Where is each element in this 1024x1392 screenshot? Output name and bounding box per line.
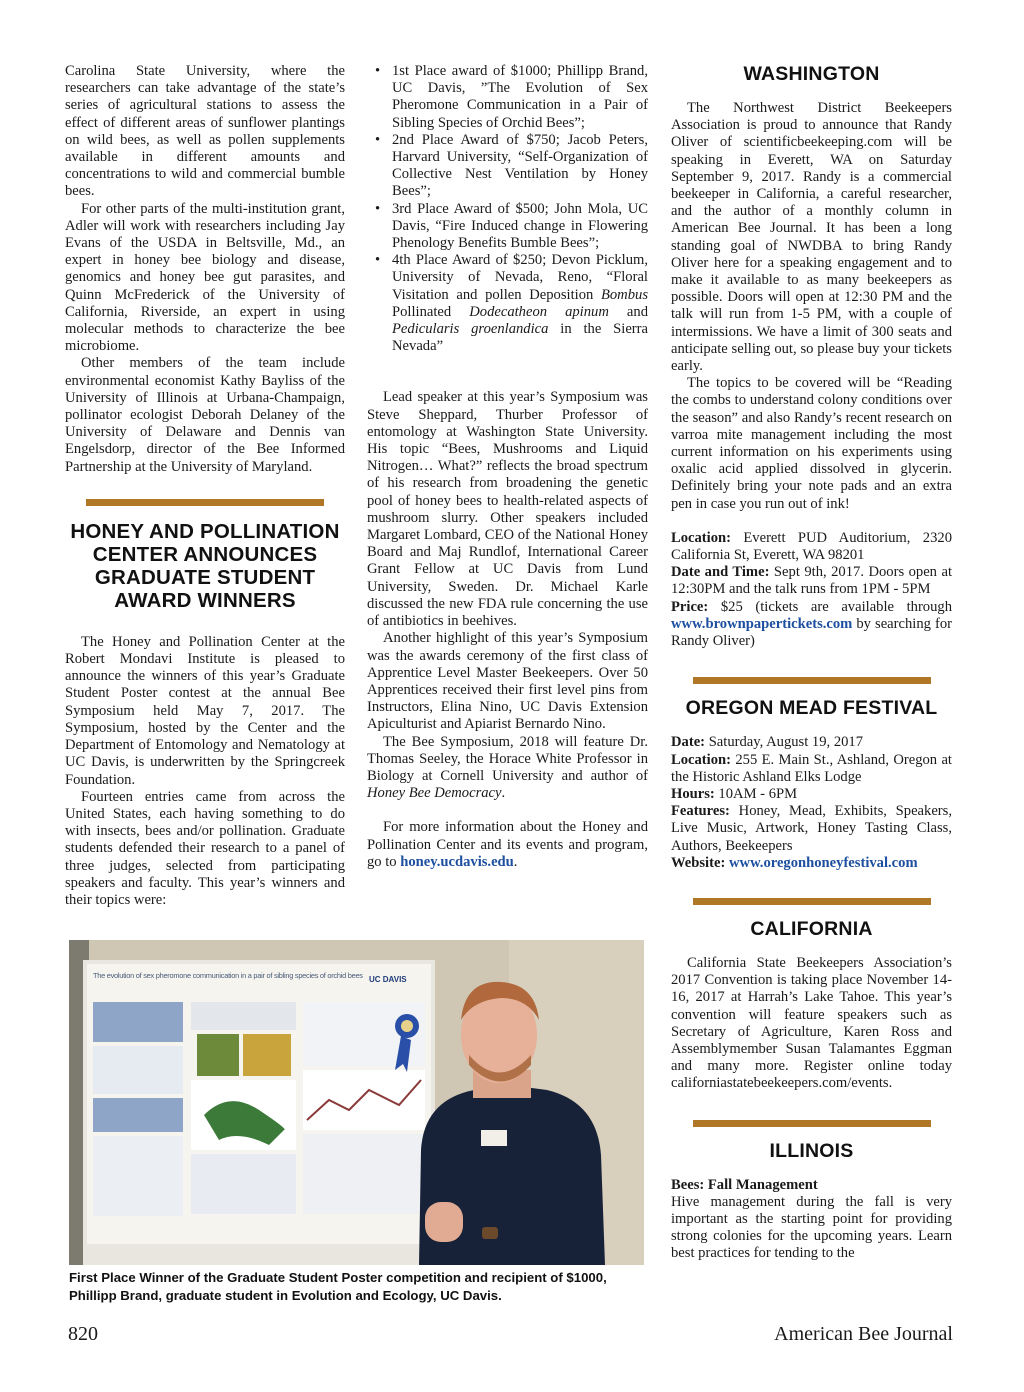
article-paragraph: The Honey and Pollination Center at the Robert Mondavi Institute is pleased to announce the winners of this year’s Graduate Student Poster contest at the annual Bee Symposium held May 7, 2017. The Symposium, hosted by the Center and the Department of Entomology and Nematology at UC Davis, is underwritten by the Springcreek Foundation. [65,633,345,788]
column-right [671,63,952,1263]
photo-caption: First Place Winner of the Graduate Student Poster competition and recipient of $1000, Phillipp Brand, graduate student in Evolution and Ecology, UC Davis. [69,1270,607,1303]
article-paragraph: The topics to be covered will be “Reading the combs to understand colony conditions over the season” and also Randy’s recent research on varroa mite management including the most current information on his experiments using oxalic acid applied dissolved in glycerin. Definitely bring your note pads and an extra pen in case you run out of ink! [671,375,952,512]
article-paragraph: For other parts of the multi-institution grant, Adler will work with researchers including Jay Evans of the USDA in Beltsville, Md., an expert in honey bee biology and disease, genomics and honey bee gut parasites, and Quinn McFrederick of the University of California, Riverside, an expert in using molecular methods to characterize the bee microbiome. [65,200,345,355]
award-item: • 4th Place Award of $250; Devon Picklum, University of Nevada, Reno, “Floral Visitation and pollen Deposition Bombus Pollinated Dodecatheon apinum and Pedicularis groenlandica in the Sierra Nevada” [375,252,648,355]
event-hours: Hours: 10AM - 6PM [671,785,798,802]
article-paragraph: Lead speaker at this year’s Symposium was Steve Sheppard, Thurber Professor of entomology at Washington State University. His topic “Bees, Mushrooms and Liquid Nitrogen… What?” reflects the broad spectrum of his research from broadening the genetic pool of honey bees to health-related aspects of mushroom slurry. Other speakers included Margaret Lombard, CEO of the National Honey Board and Maj Rundlof, International Career Grant Fellow at UC Davis from Lund University, Sweden. Dr. Michael Karle discussed the new FDA rule concerning the use of antibiotics in beehives. [367,389,648,630]
section-divider [693,898,931,905]
award-item: • 3rd Place Award of $500; John Mola, UC Davis, “Fire Induced change in Flowering Phenology Benefits Bumble Bees”; [375,200,648,252]
event-features: Features: Honey, Mead, Exhibits, Speakers, Live Music, Artwork, Honey Tasting Class, Authors, Beekeepers [671,803,952,854]
article-paragraph: For more information about the Honey and Pollination Center and its events and program, go to honey.ucdavis.edu. [367,819,648,870]
page-number: 820 [68,1323,98,1345]
poster-title: The evolution of sex pheromone communication in a pair of sibling species of orchid bees [93,971,363,980]
article-paragraph: The Bee Symposium, 2018 will feature Dr. Thomas Seeley, the Horace White Professor in Biology at Cornell University and author of Honey Bee Democracy. [367,733,648,802]
section-heading-california: CALIFORNIA [750,917,873,940]
article-paragraph: Hive management during the fall is very important as the starting point for providing strong colonies for the upcoming years. Learn best practices for tending to the [671,1193,952,1262]
honey-ucdavis-link[interactable]: honey.ucdavis.edu [400,853,514,870]
photo-poster-winner [69,940,644,1265]
poster-ucdavis-logo: UC DAVIS [369,975,407,984]
oregonhoneyfestival-link[interactable]: www.oregonhoneyfestival.com [728,854,918,871]
event-location: Location: 255 E. Main St., Ashland, Oregon at the Historic Ashland Elks Lodge [671,751,952,785]
section-divider [693,1120,931,1127]
section-heading-washington: WASHINGTON [743,63,880,85]
award-item: • 2nd Place Award of $750; Jacob Peters, Harvard University, “Self-Organization of Collective Nest Ventilation by Honey Bees”; [375,131,648,200]
article-paragraph: California State Beekeepers Association’s 2017 Convention is taking place November 14-16, 2017 at Harrah’s Lake Tahoe. This year’s convention will feature speakers such as Secretary of Agriculture, Karen Ross and Assemblymember Susan Talamantes Eggman and many more. Register online today californiastatebeekeepers.com/events. [671,954,952,1092]
brownpapertickets-link[interactable]: www.brownpapertickets.com [671,615,853,632]
award-item: • 1st Place award of $1000; Phillipp Brand, UC Davis, ”The Evolution of Sex Pheromone Communication in a Pair of Sibling Species of Orchid Bees”; [375,63,648,131]
section-divider [86,499,324,506]
column-left [65,63,345,909]
section-divider [693,677,931,684]
event-website: Website: www.oregonhoneyfestival.com [671,854,918,871]
article-paragraph: Carolina State University, where the researchers can take advantage of the state’s series of agricultural stations to assess the effect of different areas of sunflower plantings on wild bees, as well as pollen supplements available in different amounts and concentrations to wild and commercial bumble bees. [65,63,345,200]
award-list [367,63,648,355]
section-heading-illinois: ILLINOIS [769,1139,854,1162]
event-date: Date: Saturday, August 19, 2017 [671,734,864,751]
event-price: Price: $25 (tickets are available through www.brownpapertickets.com by searching for Randy Oliver) [671,598,952,650]
section-heading-honey-pollination: HONEY AND POLLINATION CENTER ANNOUNCES GRADUATE STUDENT AWARD WINNERS [70,519,340,612]
article-paragraph: Fourteen entries came from across the United States, each having something to do with insects, bees and/or pollination. Graduate students defended their research to a panel of three judges, selected from participating speakers and faculty. This year’s winners and their topics were: [65,788,345,908]
illinois-subheading: Bees: Fall Management [671,1176,818,1193]
article-paragraph: The Northwest District Beekeepers Association is proud to announce that Randy Oliver of scientificbeekeeping.com will be speaking in Everett, WA on Saturday September 9, 2017. Randy is a commercial beekeeper in California, a careful researcher, and the author of a monthly column in American Bee Journal. It has been a long standing goal of NWDBA to bring Randy Oliver here for a speaking engagement and to make it available to as many beekeepers as possible. Doors will open at 12:30 PM and the talk will run from 1-5 PM, with a couple of intermissions. We have a limit of 300 seats and anticipate selling out, so please buy your tickets early. [671,100,952,375]
article-paragraph: Another highlight of this year’s Symposium was the awards ceremony of the first class of Apprentice Level Master Beekeepers. Over 50 Apprentices received their first level pins from Instructors, Elina Nino, UC Davis Extension Apiculturist and Apiarist Bernardo Nino. [367,630,648,733]
column-middle [367,63,648,871]
event-datetime: Date and Time: Sept 9th, 2017. Doors open at 12:30PM and the talk runs from 1PM - 5PM [671,564,952,598]
section-heading-oregon: OREGON MEAD FESTIVAL [685,697,938,720]
article-paragraph: Other members of the team include environmental economist Kathy Bayliss of the University of Illinois at Urbana-Champaign, pollinator ecologist Deborah Delaney of the University of Delaware and Dennis van Engelsdorp, director of the Bee Informed Partnership at the University of Maryland. [65,355,345,475]
journal-name: American Bee Journal [774,1323,953,1345]
event-location: Location: Everett PUD Auditorium, 2320 California St, Everett, WA 98201 [671,529,952,564]
